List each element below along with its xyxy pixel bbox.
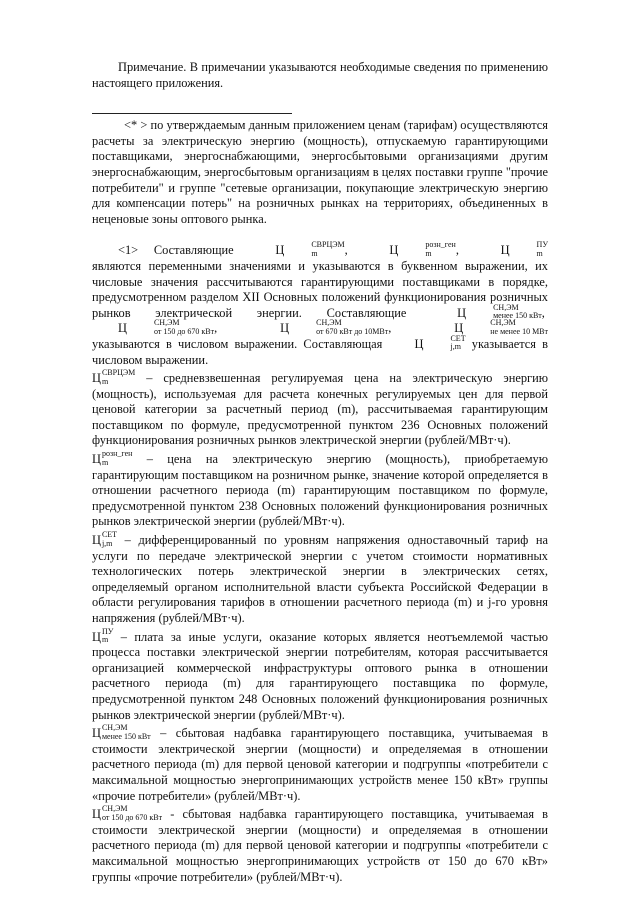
symbol-c-set: Ц СЕТ j,m [414, 333, 466, 352]
paragraph-snem-150-670: Ц СН,ЭМ от 150 до 670 кВт - сбытовая надбавка гарантирующего поставщика, учитываемая в стоимости электрической энергии (мощности) и определяемая в отношении расчетного периода (m) для первой ценовой категории и подгруппы «потребители с максимальной мощностью энергопринимающих устройств от 150 до 670 кВт» группы «прочие потребители» (рублей/МВт·ч). [92, 804, 548, 884]
paragraph-pu: Ц ПУ m – плата за иные услуги, оказание которых является неотъемлемой частью процесса поставки электрической энергии потребителям, которая рассчитывается организацией коммерческой инфраструктуры оптового рынка в отношении расчетного периода (m) для гарантирующего поставщика по формуле, предусмотренной пунктом 248 Основных положений функционирования розничных рынков электрической энергии (рублей/МВт·ч). [92, 626, 548, 722]
symbol-c-set: Ц СЕТ j,m [92, 530, 118, 548]
text-fragment: <1> Составляющие [118, 243, 250, 258]
symbol-c-svrcem: Ц СВРЦЭМ m [275, 240, 345, 258]
text-fragment: указывается в числовом выражении. [92, 336, 548, 367]
symbol-c-snem-150-670: Ц СН,ЭМ от 150 до 670 кВт [92, 804, 163, 822]
footnote-separator [92, 113, 292, 114]
paragraph-snem-150: Ц СН,ЭМ менее 150 кВт – сбытовая надбавка гарантирующего поставщика, учитываемая в стоимости электрической энергии (мощности) и определяемая в отношении расчетного периода (m) для первой ценовой категории и подгруппы «потребители с максимальной мощностью энергопринимающих устройств менее 150 кВт» группы «прочие потребители» (рублей/МВт·ч). [92, 723, 548, 803]
paragraph-set: Ц СЕТ j,m – дифференцированный по уровням напряжения одноставочный тариф на услуги по передаче электрической энергии с учетом стоимости нормативных технологических потерь электрической энергии в электрических сетях, определяемый органом исполнительной власти субъекта Российской Федерации в области регулирования тарифов в отношении расчетного периода (m) и j-го уровня напряжения (рублей/МВт·ч). [92, 530, 548, 625]
paragraph-rozn-gen: Ц розн_ген m – цена на электрическую энергию (мощность), приобретаемую гарантирующим поставщиком на розничном рынке, значение которой определяется в отношении расчетного периода (m) гарантирующим поставщиком по формуле, предусмотренной пунктом 238 Основных положений функционирования розничных рынков электрической энергии (рублей/МВт·ч). [92, 449, 548, 529]
footnote-paragraph: <* > по утверждаемым данным приложением ценам (тарифам) осуществляются расчеты за электрическую энергию (мощность), отпускаемую гарантирующими поставщиками, энергоснабжающими, энергосбытовыми организациями другим энергоснабжающим, энергосбытовым организациям в целях поставки группе "прочие потребители" и группе "сетевые организации, покупающие электрическую энергию для компенсации потерь" на розничных рынках на территориях, объединенных в неценовые зоны оптового рынка. [92, 118, 548, 226]
symbol-c-rozn-gen: Ц розн_ген m [92, 449, 133, 467]
paragraph-svrcem: Ц СВРЦЭМ m – средневзвешенная регулируемая цена на электрическую энергию (мощность), используемая для расчета конечных регулируемых цен для первой ценовой категории за расчетный период (m), рассчитываемая гарантирующим поставщиком по формуле, предусмотренной пунктом 236 Основных положений функционирования розничных рынков электрической энергии (рублей/МВт·ч). [92, 368, 548, 448]
text-fragment: указываются в числовом выражении. Составляющая [92, 336, 389, 351]
symbol-c-snem-10: Ц СН,ЭМ не менее 10 МВт [454, 318, 549, 336]
symbol-c-snem-670-10: Ц СН,ЭМ от 670 кВт до 10МВт [280, 318, 389, 336]
note-paragraph: Примечание. В примечании указываются необходимые сведения по применению настоящего приложения. [92, 60, 548, 90]
symbol-c-snem-150-670: Ц СН,ЭМ от 150 до 670 кВт [118, 318, 215, 336]
paragraph-components: <1> Составляющие Ц СВРЦЭМ m , Ц розн_ген m , Ц ПУ m являются переменными значениями и указываются в буквенном выражении, их числовые значения рассчитываются гарантирующими поставщиками в порядке, предусмотренном разделом XII Основных положений функционирования розничных рынков электрической энергии. Составляющие Ц СН,ЭМ менее 150 кВт , Ц СН,ЭМ от 150 до 670 кВт , Ц СН,ЭМ от 670 кВт до 10МВт , Ц СН,ЭМ не менее 10 МВт указываются в числовом выражении. Составляющая Ц СЕТ j,m указывается в числовом выражении. [92, 240, 549, 367]
symbol-c-snem-150: Ц СН,ЭМ менее 150 кВт [92, 723, 151, 741]
symbol-c-pu: Ц ПУ m [92, 626, 114, 645]
text-fragment: являются переменными значениями и указываются в буквенном выражении, их числовые значения рассчитываются гарантирующими поставщиками в порядке, предусмотренном разделом XII Основных положений функционирования розничных рынков электрической энергии. Составляющие [92, 258, 548, 320]
symbol-c-svrcem: Ц СВРЦЭМ m [92, 368, 136, 386]
symbol-c-pu: Ц ПУ m [500, 240, 548, 258]
symbol-c-snem-150: Ц СН,ЭМ менее 150 кВт [457, 302, 542, 321]
symbol-c-rozn-gen: Ц розн_ген m [389, 240, 456, 258]
